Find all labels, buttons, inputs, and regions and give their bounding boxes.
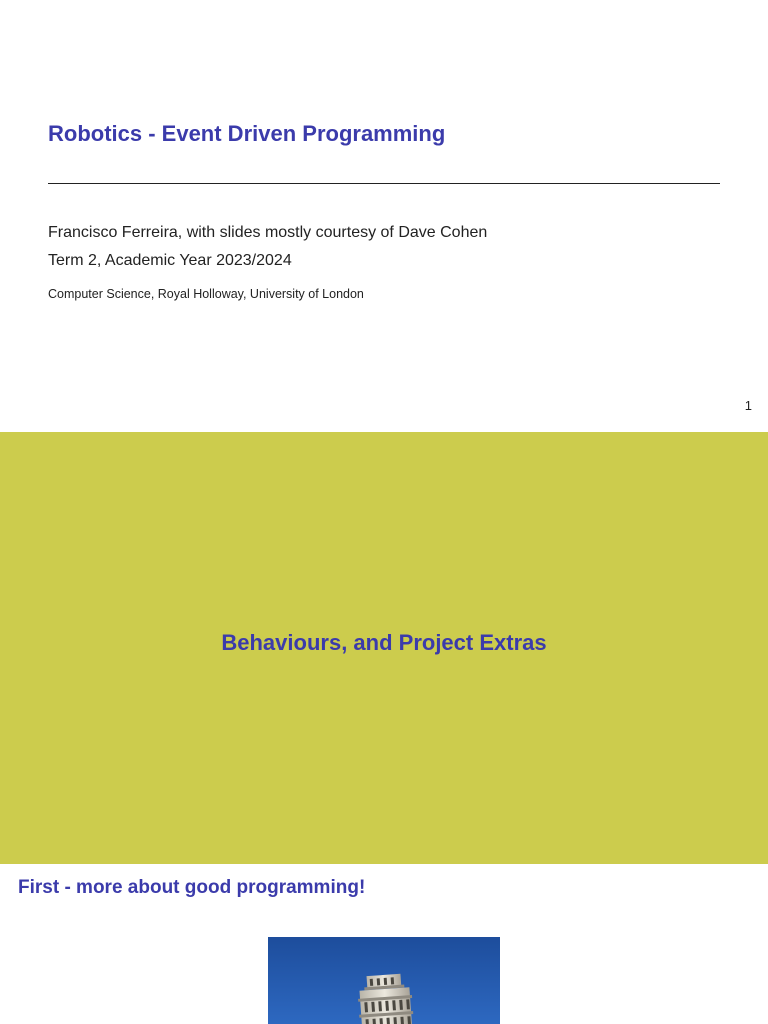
presentation-title: Robotics - Event Driven Programming: [48, 121, 446, 146]
page-number: 1: [744, 398, 752, 413]
institution-line: Computer Science, Royal Holloway, University of London: [48, 287, 364, 301]
author-line: Francisco Ferreira, with slides mostly courtesy of Dave Cohen: [48, 224, 488, 241]
slide-heading: First - more about good programming!: [18, 877, 366, 898]
leaning-tower-photo-icon: [268, 937, 500, 1024]
title-divider: [48, 183, 720, 184]
title-slide: [0, 0, 768, 432]
content-slide: [0, 864, 768, 1024]
section-title: Behaviours, and Project Extras: [221, 630, 547, 655]
term-line: Term 2, Academic Year 2023/2024: [48, 252, 292, 269]
section-slide: [0, 432, 768, 864]
